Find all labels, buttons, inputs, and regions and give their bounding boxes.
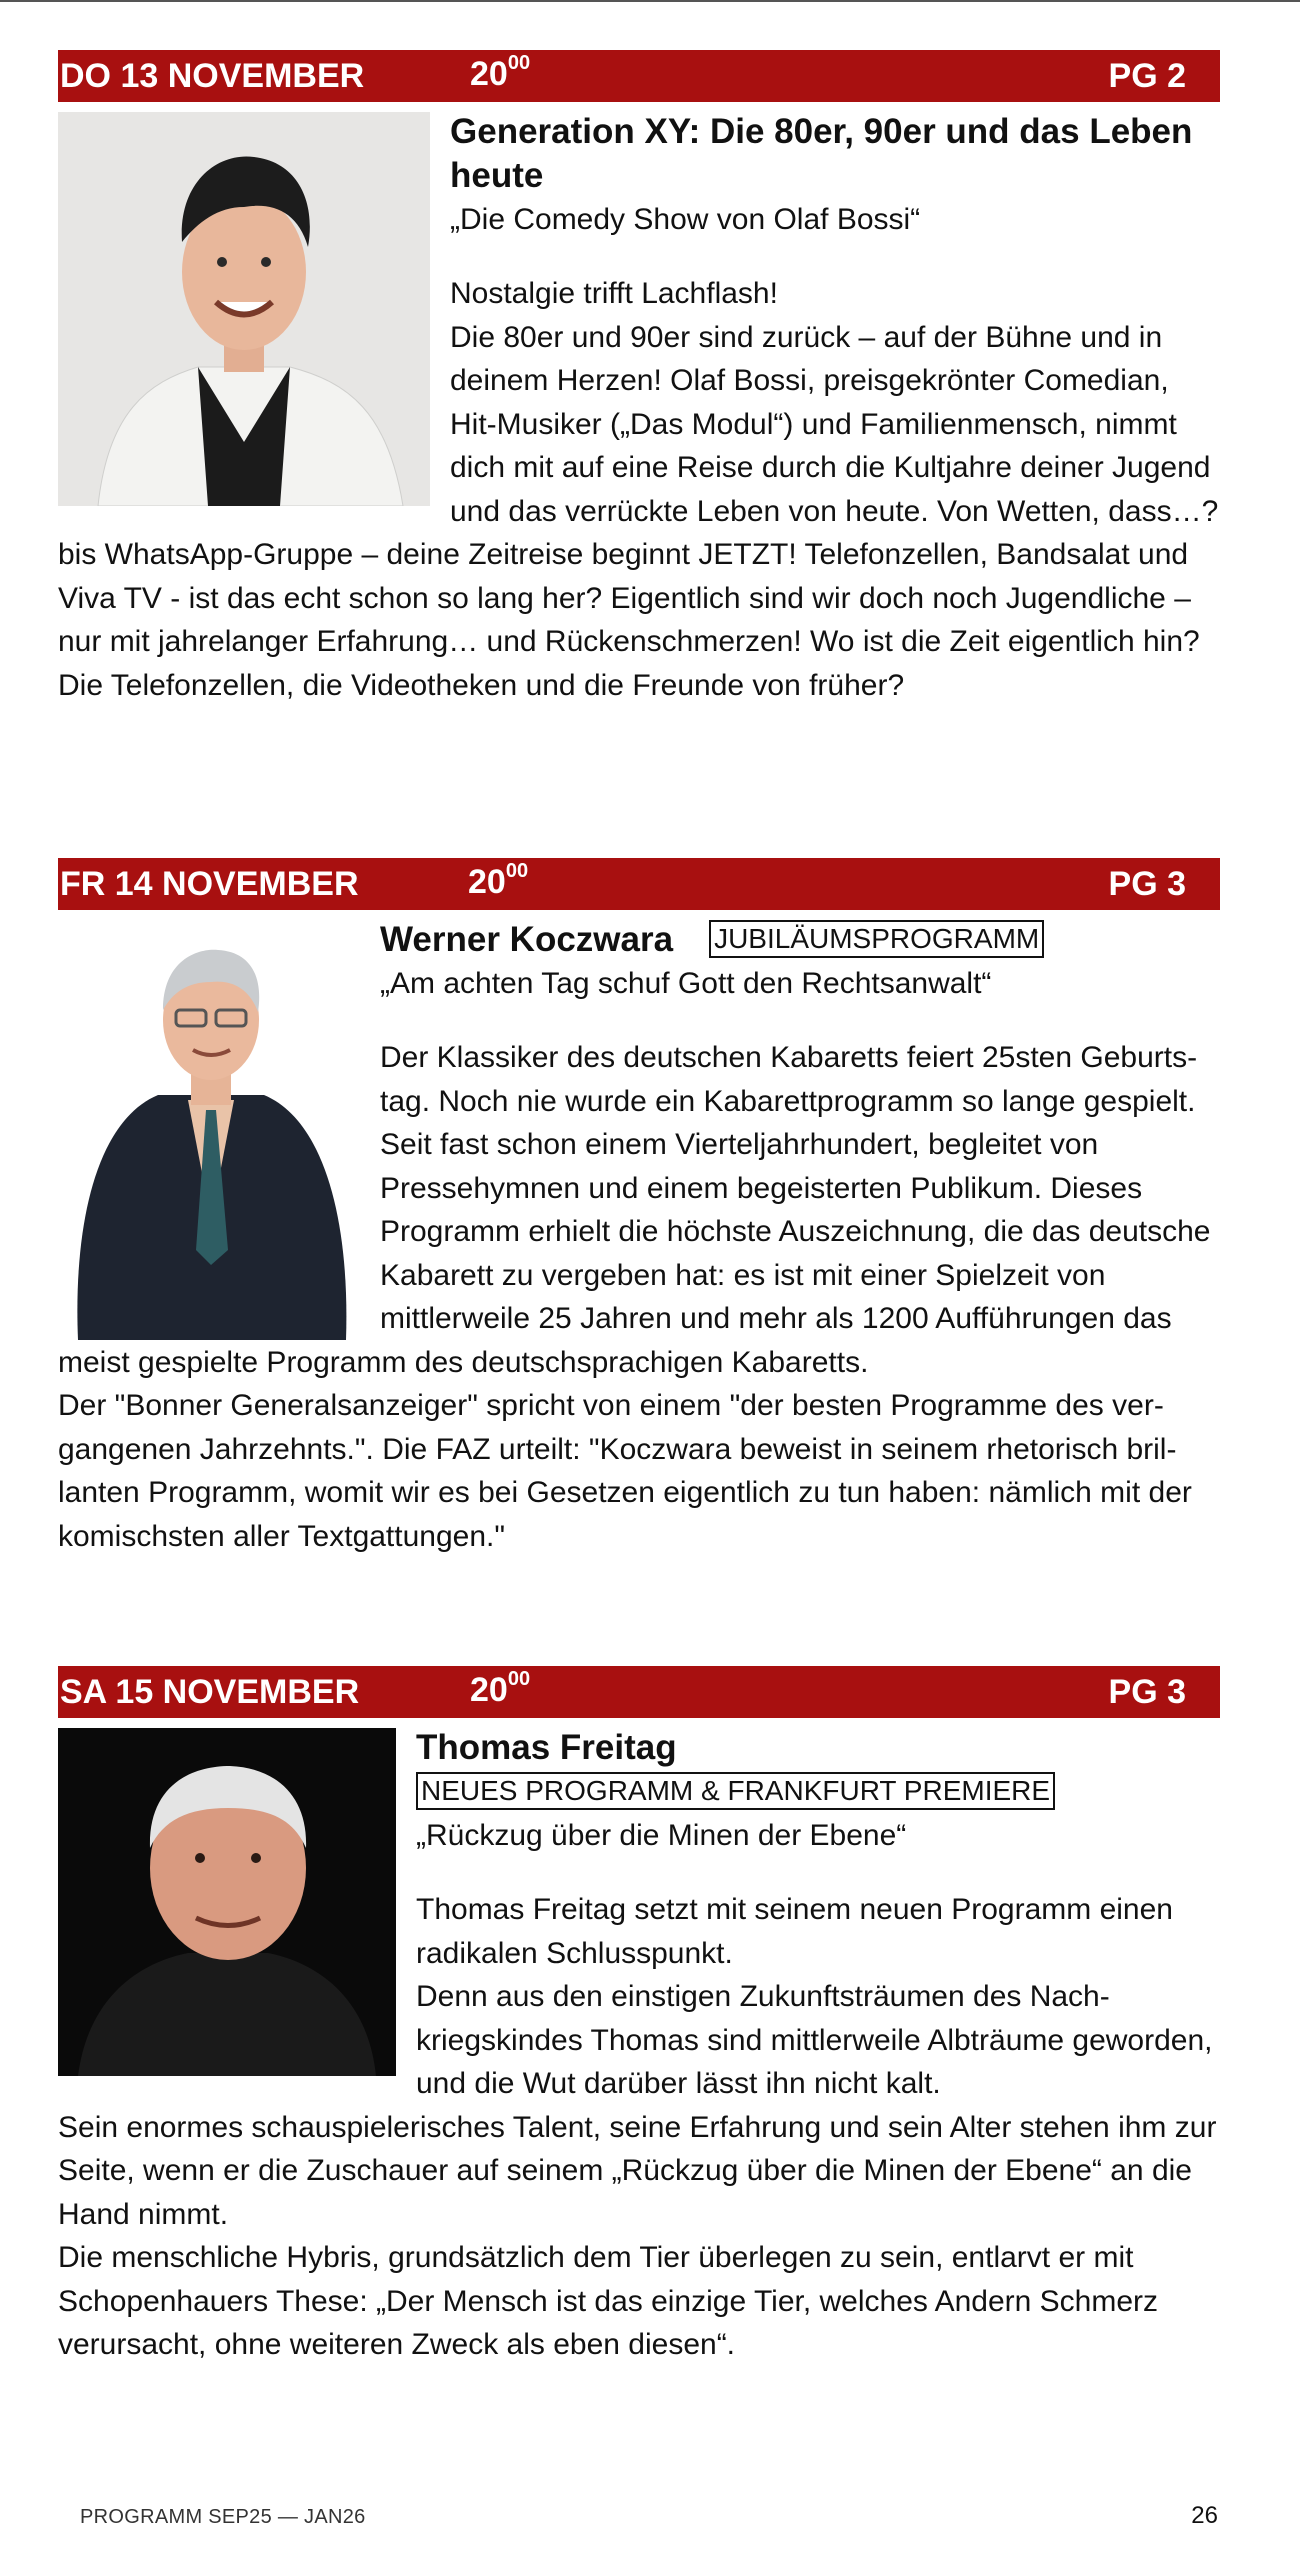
event-time: $20^{00}$: [470, 1667, 531, 1709]
description-paragraph: Die menschliche Hybris, grundsätzlich dem Tier überlegen zu sein, entlarvt er mit Schopenhauers These: „Der Mensch ist das einzige Tier, welches Andern Schmerz verursacht, ohne weiteren Zweck als eben diesen“.: [58, 2241, 1159, 2361]
event-header-bar: [58, 1666, 1220, 1718]
event-block-1: [58, 50, 1220, 707]
description-paragraph: Thomas Freitag setzt mit seinem neuen Programm einen radikalen Schlusspunkt.: [416, 1893, 1173, 1970]
event-title: Thomas Freitag: [416, 1728, 677, 1767]
event-title: Generation XY: Die 80er, 90er und das Leben heute: [450, 112, 1193, 195]
event-pg: PG 3: [1108, 1673, 1186, 1711]
performer-photo-olaf-bossi: [58, 112, 430, 506]
top-rule: [0, 0, 1300, 2]
event-pg: PG 2: [1108, 57, 1186, 95]
event-date: DO 13 NOVEMBER: [60, 57, 365, 95]
performer-photo-werner-koczwara: [58, 920, 364, 1340]
description-paragraph: Der Klassiker des deutschen Kabaretts feiert 25sten Geburtstag. Noch nie wurde ein Kabarettprogramm so lange gespielt. Seit fast schon einem Vierteljahrhundert, begleitet von Pressehymnen und einem begeisterten Publikum. Dieses Programm erhielt die höchste Auszeichnung, die das deutsche Kabarett zu vergeben hat: es ist mit einer Spielzeit von mittlerweile 25 Jahren und mehr als 1200 Aufführungen das meist gespielte Programm des deutschsprachigen Kabaretts.: [58, 1041, 1211, 1379]
event-time: $20^{00}$: [468, 859, 529, 901]
event-header-bar: [58, 50, 1220, 102]
event-time: $20^{00}$: [470, 51, 531, 93]
description-paragraph: Nostalgie trifft Lachflash!: [450, 277, 778, 310]
program-badge: JUBILÄUMSPROGRAMM: [709, 920, 1044, 958]
page-number: 26: [1191, 2502, 1218, 2529]
event-subtitle: „Am achten Tag schuf Gott den Rechtsanwalt“: [380, 967, 992, 1000]
event-subtitle: „Die Comedy Show von Olaf Bossi“: [450, 203, 921, 236]
event-block-2: [58, 858, 1220, 1558]
footer-program-label: PROGRAMM SEP25 — JAN26: [80, 2506, 366, 2528]
description-paragraph: Sein enormes schauspielerisches Talent, seine Erfahrung und sein Alter stehen ihm zur Seite, wenn er die Zuschauer auf seinem „Rückzug über die Minen der Ebene“ an die Hand nimmt.: [58, 2110, 1217, 2231]
event-date: SA 15 NOVEMBER: [60, 1673, 360, 1711]
event-subtitle: „Rückzug über die Minen der Ebene“: [416, 1819, 907, 1852]
event-date: FR 14 NOVEMBER: [60, 865, 359, 903]
performer-photo-thomas-freitag: [58, 1728, 396, 2076]
event-pg: PG 3: [1108, 865, 1186, 903]
event-header-bar: [58, 858, 1220, 910]
event-title: Werner Koczwara: [380, 920, 674, 959]
description-paragraph: Denn aus den einstigen Zukunftsträumen des Nachkriegskindes Thomas sind mittlerweile Albträume geworden, und die Wut darüber lässt ihn nicht kalt.: [416, 1980, 1213, 2100]
description-paragraph: Der "Bonner Generalsanzeiger" spricht von einem "der besten Programme des vergangenen Jahrzehnts.". Die FAZ urteilt: "Koczwara beweist in seinem rhetorisch brillanten Programm, womit wir es bei Gesetzen eigentlich zu tun haben: nämlich mit der komischsten aller Textgattungen.": [58, 1389, 1192, 1553]
program-badge: NEUES PROGRAMM & FRANKFURT PREMIERE: [416, 1772, 1055, 1810]
description-paragraph: Die 80er und 90er sind zurück – auf der Bühne und in deinem Herzen! Olaf Bossi, preisgekrönter Comedian, Hit-Musiker („Das Modul“) und Familienmensch, nimmt dich mit auf eine Reise durch die Kultjahre deiner Jugend und das verrückte Leben von heute. Von Wetten, dass…? bis WhatsApp-Gruppe – deine Zeitreise beginnt JETZT! Telefonzellen, Bandsalat und Viva TV - ist das echt schon so lang her? Eigentlich sind wir doch noch Jugendliche – nur mit jahrelanger Erfahrung… und Rückenschmerzen! Wo ist die Zeit eigentlich hin? Die Telefonzellen, die Videotheken und die Freunde von früher?: [58, 320, 1219, 702]
event-block-3: [58, 1666, 1220, 2367]
